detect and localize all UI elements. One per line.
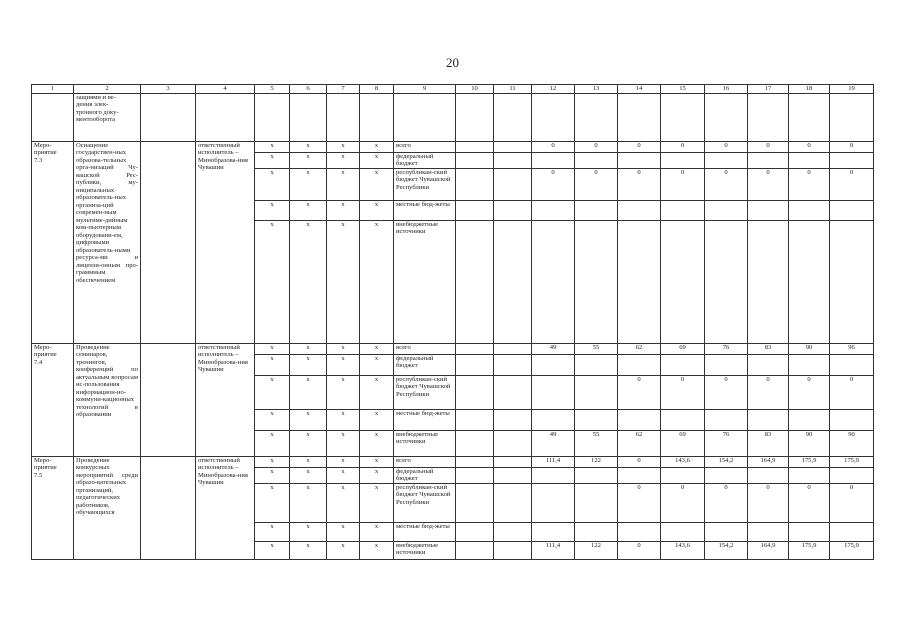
value-cell: 83 bbox=[748, 430, 789, 456]
empty-cell bbox=[494, 343, 532, 354]
event-label: Меро- приятие 7.3 bbox=[32, 141, 74, 343]
value-cell bbox=[830, 354, 874, 375]
empty-cell bbox=[494, 456, 532, 467]
x-mark: х bbox=[290, 152, 327, 168]
value-cell bbox=[789, 522, 830, 541]
x-mark: х bbox=[327, 522, 360, 541]
empty-cell bbox=[494, 409, 532, 430]
value-cell: 0 bbox=[748, 141, 789, 152]
value-cell: 62 bbox=[618, 430, 661, 456]
column-number-9: 9 bbox=[394, 85, 456, 94]
x-mark: х bbox=[290, 430, 327, 456]
funding-source: республикан-ский бюджет Чувашской Республики bbox=[394, 375, 456, 409]
empty-cell bbox=[494, 375, 532, 409]
value-cell: 0 bbox=[618, 456, 661, 467]
column-number-17: 17 bbox=[748, 85, 789, 94]
x-mark: х bbox=[255, 200, 290, 220]
value-cell bbox=[705, 409, 748, 430]
column-number-7: 7 bbox=[327, 85, 360, 94]
x-mark: х bbox=[327, 375, 360, 409]
value-cell bbox=[532, 467, 575, 483]
x-mark: х bbox=[290, 141, 327, 152]
column-number-11: 11 bbox=[494, 85, 532, 94]
value-cell bbox=[748, 200, 789, 220]
value-cell bbox=[575, 483, 618, 522]
column-number-12: 12 bbox=[532, 85, 575, 94]
value-cell: 143,6 bbox=[661, 541, 705, 559]
funding-source: федеральный бюджет bbox=[394, 152, 456, 168]
value-cell bbox=[618, 409, 661, 430]
value-cell bbox=[661, 152, 705, 168]
value-cell bbox=[661, 220, 705, 343]
value-cell bbox=[618, 220, 661, 343]
value-cell bbox=[705, 467, 748, 483]
empty-cell bbox=[456, 168, 494, 200]
column-number-2: 2 bbox=[74, 85, 141, 94]
x-mark: х bbox=[290, 467, 327, 483]
executor-cell: ответственный исполнитель – Минобразова-ния Чувашии bbox=[196, 141, 255, 343]
empty-cell bbox=[456, 354, 494, 375]
x-mark: х bbox=[255, 483, 290, 522]
value-cell bbox=[575, 409, 618, 430]
value-cell: 49 bbox=[532, 343, 575, 354]
value-cell bbox=[532, 409, 575, 430]
x-mark: х bbox=[360, 409, 394, 430]
x-mark: х bbox=[255, 467, 290, 483]
x-mark: х bbox=[360, 141, 394, 152]
x-mark: х bbox=[360, 343, 394, 354]
empty-cell bbox=[456, 483, 494, 522]
value-cell bbox=[532, 483, 575, 522]
value-cell bbox=[748, 152, 789, 168]
value-cell bbox=[618, 152, 661, 168]
funding-source: федеральный бюджет bbox=[394, 467, 456, 483]
x-mark: х bbox=[255, 409, 290, 430]
x-mark: х bbox=[290, 375, 327, 409]
column-number-16: 16 bbox=[705, 85, 748, 94]
value-cell: 0 bbox=[789, 141, 830, 152]
value-cell bbox=[532, 220, 575, 343]
value-cell: 0 bbox=[618, 375, 661, 409]
column-number-14: 14 bbox=[618, 85, 661, 94]
value-cell: 55 bbox=[575, 343, 618, 354]
empty-cell bbox=[456, 141, 494, 152]
value-cell: 122 bbox=[575, 456, 618, 467]
value-cell: 0 bbox=[661, 168, 705, 200]
column-number-15: 15 bbox=[661, 85, 705, 94]
x-mark: х bbox=[360, 483, 394, 522]
value-cell: 0 bbox=[830, 168, 874, 200]
x-mark: х bbox=[290, 200, 327, 220]
value-cell bbox=[748, 522, 789, 541]
column-number-4: 4 bbox=[196, 85, 255, 94]
x-mark: х bbox=[327, 456, 360, 467]
value-cell bbox=[830, 152, 874, 168]
value-cell: 0 bbox=[618, 141, 661, 152]
value-cell bbox=[575, 467, 618, 483]
value-cell: 154,2 bbox=[705, 456, 748, 467]
value-cell bbox=[705, 522, 748, 541]
event-label: Меро- приятие 7.5 bbox=[32, 456, 74, 559]
value-cell: 0 bbox=[748, 168, 789, 200]
empty-cell bbox=[456, 522, 494, 541]
value-cell: 0 bbox=[705, 375, 748, 409]
funding-source: республикан-ский бюджет Чувашской Республики bbox=[394, 483, 456, 522]
value-cell: 175,9 bbox=[830, 541, 874, 559]
empty-cell bbox=[141, 141, 196, 343]
value-cell bbox=[618, 200, 661, 220]
value-cell bbox=[661, 467, 705, 483]
value-cell bbox=[789, 220, 830, 343]
value-cell bbox=[789, 467, 830, 483]
value-cell: 0 bbox=[618, 541, 661, 559]
x-mark: х bbox=[255, 456, 290, 467]
value-cell bbox=[575, 354, 618, 375]
empty-cell bbox=[456, 541, 494, 559]
empty-cell bbox=[494, 220, 532, 343]
x-mark: х bbox=[360, 354, 394, 375]
empty-cell bbox=[494, 541, 532, 559]
funding-source: всего bbox=[394, 456, 456, 467]
value-cell bbox=[830, 522, 874, 541]
empty-cell bbox=[494, 430, 532, 456]
empty-cell bbox=[141, 456, 196, 559]
x-mark: х bbox=[327, 152, 360, 168]
value-cell: 0 bbox=[575, 168, 618, 200]
value-cell: 83 bbox=[748, 343, 789, 354]
column-number-13: 13 bbox=[575, 85, 618, 94]
x-mark: х bbox=[290, 456, 327, 467]
x-mark: х bbox=[255, 343, 290, 354]
x-mark: х bbox=[327, 220, 360, 343]
value-cell: 0 bbox=[705, 483, 748, 522]
value-cell: 0 bbox=[575, 141, 618, 152]
value-cell: 0 bbox=[618, 168, 661, 200]
x-mark: х bbox=[290, 483, 327, 522]
value-cell: 154,2 bbox=[705, 541, 748, 559]
x-mark: х bbox=[360, 168, 394, 200]
value-cell bbox=[789, 152, 830, 168]
x-mark: х bbox=[255, 152, 290, 168]
x-mark: х bbox=[327, 141, 360, 152]
value-cell bbox=[618, 467, 661, 483]
empty-cell bbox=[456, 220, 494, 343]
value-cell bbox=[661, 200, 705, 220]
value-cell: 90 bbox=[830, 430, 874, 456]
value-cell bbox=[575, 152, 618, 168]
value-cell: 111,4 bbox=[532, 541, 575, 559]
value-cell: 0 bbox=[748, 483, 789, 522]
value-cell: 164,9 bbox=[748, 456, 789, 467]
value-cell: 175,9 bbox=[789, 456, 830, 467]
funding-source: внебюджетные источники bbox=[394, 430, 456, 456]
value-cell bbox=[618, 522, 661, 541]
empty-cell bbox=[456, 200, 494, 220]
event-description: Оснащение государствен-ных образова-тельных орга-низаций Чу-вашской Рес-публики, му-ниципальных образователь-ных организа-ций современ-ным мультиме-дийным ком-пьютерным оборудовани-ем, цифровыми образователь-ными ресурса-ми и лицензи-онным про-граммным обеспечением bbox=[74, 141, 141, 343]
event-label: Меро- приятие 7.4 bbox=[32, 343, 74, 456]
value-cell bbox=[748, 409, 789, 430]
value-cell: 62 bbox=[618, 343, 661, 354]
value-cell bbox=[789, 354, 830, 375]
value-cell bbox=[532, 375, 575, 409]
value-cell bbox=[705, 152, 748, 168]
value-cell bbox=[705, 220, 748, 343]
funding-source: федеральный бюджет bbox=[394, 354, 456, 375]
value-cell: 0 bbox=[748, 375, 789, 409]
x-mark: х bbox=[290, 354, 327, 375]
value-cell bbox=[705, 200, 748, 220]
column-number-row bbox=[32, 85, 874, 94]
value-cell bbox=[789, 409, 830, 430]
x-mark: х bbox=[290, 220, 327, 343]
empty-cell bbox=[456, 343, 494, 354]
value-cell bbox=[532, 522, 575, 541]
x-mark: х bbox=[327, 430, 360, 456]
funding-row bbox=[32, 343, 874, 354]
value-cell: 0 bbox=[661, 483, 705, 522]
column-number-8: 8 bbox=[360, 85, 394, 94]
value-cell: 0 bbox=[830, 141, 874, 152]
x-mark: х bbox=[290, 168, 327, 200]
funding-source: внебюджетные источники bbox=[394, 541, 456, 559]
x-mark: х bbox=[360, 456, 394, 467]
value-cell bbox=[748, 354, 789, 375]
value-cell: 0 bbox=[789, 168, 830, 200]
x-mark: х bbox=[255, 354, 290, 375]
event-description: Проведение конкурсных мероприятий среди образо-вательных организаций, педагогических работников, обучающихся bbox=[74, 456, 141, 559]
x-mark: х bbox=[327, 343, 360, 354]
value-cell: 90 bbox=[789, 430, 830, 456]
column-number-6: 6 bbox=[290, 85, 327, 94]
column-number-18: 18 bbox=[789, 85, 830, 94]
value-cell bbox=[575, 220, 618, 343]
empty-cell bbox=[494, 200, 532, 220]
empty-cell bbox=[456, 409, 494, 430]
value-cell bbox=[830, 409, 874, 430]
empty-cell bbox=[456, 152, 494, 168]
funding-source: местные бюд-жеты bbox=[394, 522, 456, 541]
x-mark: х bbox=[290, 409, 327, 430]
empty-cell bbox=[494, 152, 532, 168]
funding-source: республикан-ский бюджет Чувашской Республики bbox=[394, 168, 456, 200]
value-cell bbox=[830, 200, 874, 220]
event-description: Проведение семинаров, тренингов, конференций по актуальным вопросам ис-пользования информацион-но-коммуни-кационных технологий в образовании bbox=[74, 343, 141, 456]
value-cell: 122 bbox=[575, 541, 618, 559]
value-cell bbox=[661, 354, 705, 375]
empty-cell bbox=[494, 354, 532, 375]
empty-cell bbox=[494, 467, 532, 483]
value-cell bbox=[661, 522, 705, 541]
funding-source: местные бюд-жеты bbox=[394, 200, 456, 220]
value-cell: 164,9 bbox=[748, 541, 789, 559]
value-cell bbox=[575, 522, 618, 541]
value-cell bbox=[532, 200, 575, 220]
budget-table bbox=[31, 84, 874, 560]
value-cell: 111,4 bbox=[532, 456, 575, 467]
value-cell: 49 bbox=[532, 430, 575, 456]
value-cell: 0 bbox=[661, 375, 705, 409]
value-cell bbox=[575, 200, 618, 220]
x-mark: х bbox=[255, 522, 290, 541]
value-cell bbox=[830, 220, 874, 343]
x-mark: х bbox=[290, 343, 327, 354]
x-mark: х bbox=[327, 541, 360, 559]
x-mark: х bbox=[327, 200, 360, 220]
x-mark: х bbox=[327, 354, 360, 375]
funding-row bbox=[32, 141, 874, 152]
value-cell: 69 bbox=[661, 343, 705, 354]
empty-cell bbox=[494, 141, 532, 152]
funding-source: местные бюд-жеты bbox=[394, 409, 456, 430]
x-mark: х bbox=[255, 430, 290, 456]
x-mark: х bbox=[327, 409, 360, 430]
value-cell: 0 bbox=[830, 483, 874, 522]
x-mark: х bbox=[360, 200, 394, 220]
executor-cell: ответственный исполнитель – Минобразова-ния Чувашии bbox=[196, 456, 255, 559]
x-mark: х bbox=[255, 141, 290, 152]
x-mark: х bbox=[360, 152, 394, 168]
value-cell: 0 bbox=[661, 141, 705, 152]
empty-cell bbox=[494, 483, 532, 522]
column-number-3: 3 bbox=[141, 85, 196, 94]
value-cell: 0 bbox=[789, 483, 830, 522]
value-cell: 0 bbox=[705, 168, 748, 200]
x-mark: х bbox=[290, 541, 327, 559]
empty-cell bbox=[494, 522, 532, 541]
value-cell: 0 bbox=[532, 168, 575, 200]
x-mark: х bbox=[255, 375, 290, 409]
continuation-text: защиями и ве- дения элек- тронного доку- ментооборота bbox=[74, 93, 141, 141]
x-mark: х bbox=[360, 430, 394, 456]
column-number-10: 10 bbox=[456, 85, 494, 94]
column-number-5: 5 bbox=[255, 85, 290, 94]
value-cell bbox=[618, 354, 661, 375]
value-cell bbox=[532, 354, 575, 375]
x-mark: х bbox=[360, 467, 394, 483]
value-cell bbox=[661, 409, 705, 430]
x-mark: х bbox=[327, 467, 360, 483]
x-mark: х bbox=[327, 483, 360, 522]
x-mark: х bbox=[255, 541, 290, 559]
value-cell: 143,6 bbox=[661, 456, 705, 467]
value-cell: 55 bbox=[575, 430, 618, 456]
x-mark: х bbox=[255, 220, 290, 343]
value-cell: 0 bbox=[705, 141, 748, 152]
value-cell bbox=[532, 152, 575, 168]
continuation-row bbox=[32, 93, 874, 141]
executor-cell: ответственный исполнитель – Минобразова-ния Чувашии bbox=[196, 343, 255, 456]
table-body bbox=[32, 85, 874, 560]
x-mark: х bbox=[327, 168, 360, 200]
value-cell bbox=[575, 375, 618, 409]
column-number-1: 1 bbox=[32, 85, 74, 94]
value-cell: 0 bbox=[789, 375, 830, 409]
funding-row bbox=[32, 456, 874, 467]
value-cell: 76 bbox=[705, 430, 748, 456]
value-cell bbox=[830, 467, 874, 483]
value-cell: 0 bbox=[618, 483, 661, 522]
value-cell bbox=[705, 354, 748, 375]
x-mark: х bbox=[360, 541, 394, 559]
funding-source: внебюджетные источники bbox=[394, 220, 456, 343]
value-cell: 0 bbox=[830, 375, 874, 409]
page-number: 20 bbox=[446, 55, 459, 70]
value-cell: 96 bbox=[830, 343, 874, 354]
empty-cell bbox=[141, 343, 196, 456]
value-cell: 175,9 bbox=[789, 541, 830, 559]
column-number-19: 19 bbox=[830, 85, 874, 94]
x-mark: х bbox=[360, 220, 394, 343]
x-mark: х bbox=[290, 522, 327, 541]
value-cell: 90 bbox=[789, 343, 830, 354]
empty-cell bbox=[456, 456, 494, 467]
empty-cell bbox=[494, 168, 532, 200]
x-mark: х bbox=[255, 168, 290, 200]
x-mark: х bbox=[360, 522, 394, 541]
x-mark: х bbox=[360, 375, 394, 409]
value-cell bbox=[748, 220, 789, 343]
value-cell: 0 bbox=[532, 141, 575, 152]
empty-cell bbox=[456, 375, 494, 409]
funding-source: всего bbox=[394, 343, 456, 354]
value-cell: 175,9 bbox=[830, 456, 874, 467]
value-cell bbox=[748, 467, 789, 483]
value-cell: 76 bbox=[705, 343, 748, 354]
value-cell: 69 bbox=[661, 430, 705, 456]
value-cell bbox=[789, 200, 830, 220]
empty-cell bbox=[456, 467, 494, 483]
funding-source: всего bbox=[394, 141, 456, 152]
empty-cell bbox=[456, 430, 494, 456]
